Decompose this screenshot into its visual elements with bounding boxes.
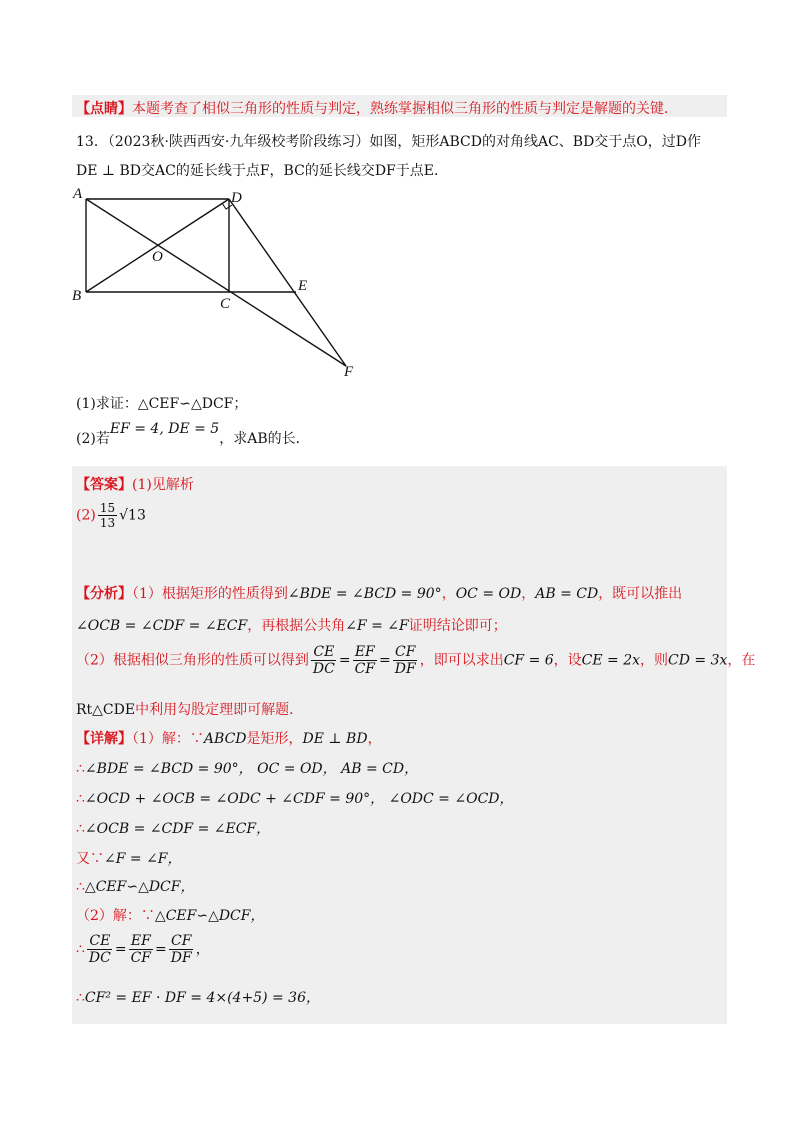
- detail-math-3: ∠BDE = ∠BCD = 90°， OC = OD， AB = CD，: [84, 761, 419, 777]
- analysis-text-2b: 证明结论即可；: [408, 618, 507, 634]
- detail-text-7: （2）解：∵: [76, 908, 155, 924]
- analysis-sep-2: ，: [521, 586, 536, 602]
- fraction-dc: DC: [312, 661, 335, 677]
- therefore-5: ∴: [76, 941, 85, 958]
- detail-fraction-ef-cf: [129, 934, 153, 965]
- problem-text-2: DE ⊥ BD交AC的延长线于点F，BC的延长线交DF于点E．: [76, 163, 448, 179]
- detail-math-1: ABCD: [203, 731, 247, 747]
- equals-2: =: [379, 652, 391, 669]
- detail-text-1b: 是矩形，: [246, 731, 303, 747]
- answer-line-2: [76, 502, 146, 529]
- analysis-text-3b: ，即可以求出: [419, 652, 504, 669]
- analysis-line-3: [76, 645, 755, 676]
- detail-math-2: DE ⊥ BD: [302, 731, 368, 747]
- tip-line: [76, 98, 678, 118]
- answer-label: 【答案】: [76, 477, 132, 493]
- therefore-2: ∴: [76, 791, 85, 807]
- fraction-ce-dc: [311, 645, 337, 676]
- problem-line-2: [76, 160, 448, 180]
- question-1: [76, 393, 247, 413]
- geometry-figure: [70, 180, 370, 380]
- analysis-math-4: ∠OCB = ∠CDF = ∠ECF: [76, 618, 248, 634]
- because-1: 又∵: [76, 851, 104, 867]
- answer-fraction: [98, 502, 117, 529]
- detail-equals-1: =: [114, 941, 127, 958]
- detail-line-5: [76, 848, 182, 868]
- detail-line-6: [76, 876, 194, 896]
- analysis-text-4: 中利用勾股定理即可解题．: [135, 702, 304, 718]
- therefore-4: ∴: [76, 879, 85, 895]
- analysis-math-5: ∠F = ∠F: [345, 618, 409, 634]
- detail-text-1a: （1）解：∵: [132, 731, 204, 747]
- detail-line-1: [76, 728, 382, 748]
- analysis-text-2a: ，再根据公共角: [247, 618, 346, 634]
- answer-root: √13: [119, 507, 146, 524]
- detail-math-5: ∠OCB = ∠CDF = ∠ECF，: [84, 821, 271, 837]
- detail-line-9: [76, 987, 320, 1007]
- detail-math-6: ∠F = ∠F，: [104, 851, 182, 867]
- answer-denominator: 13: [99, 516, 116, 530]
- fraction-ce: CE: [313, 644, 335, 660]
- detail-math-4: ∠OCD + ∠OCB = ∠ODC + ∠CDF = 90°， ∠ODC = ∠OCD，: [84, 791, 514, 807]
- segment-df: [229, 199, 346, 366]
- analysis-math-8: CD = 3x: [668, 652, 728, 669]
- analysis-text-3c: ，设: [553, 652, 582, 669]
- analysis-line-4: [76, 699, 303, 719]
- analysis-math-1: ∠BDE = ∠BCD = 90°: [287, 586, 442, 602]
- analysis-text-1a: （1）根据矩形的性质得到: [132, 586, 288, 602]
- label-d: D: [231, 190, 242, 206]
- detail-line-7: [76, 905, 264, 925]
- analysis-text-3e: ，在: [727, 652, 756, 669]
- analysis-math-3: AB = CD: [535, 586, 599, 602]
- analysis-line-2: [76, 615, 507, 635]
- therefore-3: ∴: [76, 821, 85, 837]
- therefore-1: ∴: [76, 761, 85, 777]
- fraction-ef: EF: [354, 644, 375, 660]
- analysis-math-9: Rt△CDE: [76, 702, 136, 718]
- fraction-ef-cf: [353, 645, 377, 676]
- detail-line-8: [76, 934, 210, 965]
- fraction-df: DF: [394, 661, 416, 677]
- question-2-post: ，求AB的长．: [219, 431, 310, 447]
- analysis-line-1: [76, 583, 682, 603]
- detail-fraction-cf-df: [169, 934, 194, 965]
- detail-math-7: △CEF∽△DCF，: [84, 879, 195, 895]
- problem-source: （2023秋·陕西西安·九年级校考阶段练习）: [107, 134, 370, 150]
- detail-fraction-cf: CF: [130, 950, 152, 966]
- problem-number: 13．: [76, 134, 108, 150]
- tip-text: 本题考查了相似三角形的性质与判定，熟练掌握相似三角形的性质与判定是解题的关键．: [132, 101, 678, 117]
- problem-text-1: 如图，矩形ABCD的对角线AC、BD交于点O，过D作: [369, 134, 701, 150]
- fraction-cf2: CF: [395, 644, 416, 660]
- detail-equals-2: =: [155, 941, 167, 958]
- detail-line-4: [76, 818, 270, 838]
- answer-part-1: (1)见解析: [132, 477, 194, 493]
- detail-comma-8: ，: [195, 941, 210, 958]
- label-e: E: [298, 278, 308, 294]
- detail-math-9: CF² = EF · DF = 4×(4+5) = 36，: [84, 990, 320, 1006]
- analysis-sep-1: ，: [441, 586, 456, 602]
- label-o: O: [152, 249, 163, 265]
- detail-fraction-ce-dc: [87, 934, 113, 965]
- detail-fraction-ce: CE: [89, 933, 111, 949]
- detail-math-8: △CEF∽△DCF，: [154, 908, 265, 924]
- analysis-text-3d: ，则: [640, 652, 669, 669]
- analysis-math-7: CE = 2x: [581, 652, 641, 669]
- analysis-label: 【分析】: [76, 586, 132, 602]
- detail-fraction-cf2: CF: [171, 933, 192, 949]
- therefore-6: ∴: [76, 990, 85, 1006]
- equals-1: =: [338, 652, 351, 669]
- analysis-math-2: OC = OD: [455, 586, 522, 602]
- detail-line-3: [76, 788, 514, 808]
- analysis-math-6: CF = 6: [503, 652, 554, 669]
- answer-part-2-pre: (2): [76, 507, 96, 524]
- tip-label: 【点睛】: [76, 101, 132, 117]
- detail-text-1c: ，: [367, 731, 382, 747]
- fraction-cf-df: [393, 645, 418, 676]
- label-c: C: [220, 296, 231, 312]
- detail-fraction-ef: EF: [130, 933, 151, 949]
- analysis-text-3a: （2）根据相似三角形的性质可以得到: [76, 652, 309, 669]
- question-1-text: (1)求证：△CEF∽△DCF；: [76, 396, 248, 412]
- problem-line-1: [76, 131, 701, 151]
- detail-fraction-dc: DC: [88, 950, 111, 966]
- detail-fraction-df: DF: [170, 950, 192, 966]
- label-a: A: [73, 186, 83, 202]
- label-b: B: [72, 288, 82, 304]
- answer-line-1: [76, 474, 194, 494]
- fraction-cf: CF: [354, 661, 376, 677]
- question-2-pre: (2)若: [76, 431, 110, 447]
- detail-line-2: [76, 758, 418, 778]
- detail-label: 【详解】: [76, 731, 132, 747]
- answer-numerator: 15: [99, 501, 116, 515]
- question-2-math: EF = 4, DE = 5: [109, 421, 220, 437]
- label-f: F: [344, 364, 354, 380]
- analysis-text-1b: ，既可以推出: [598, 586, 683, 602]
- question-2: [76, 421, 310, 448]
